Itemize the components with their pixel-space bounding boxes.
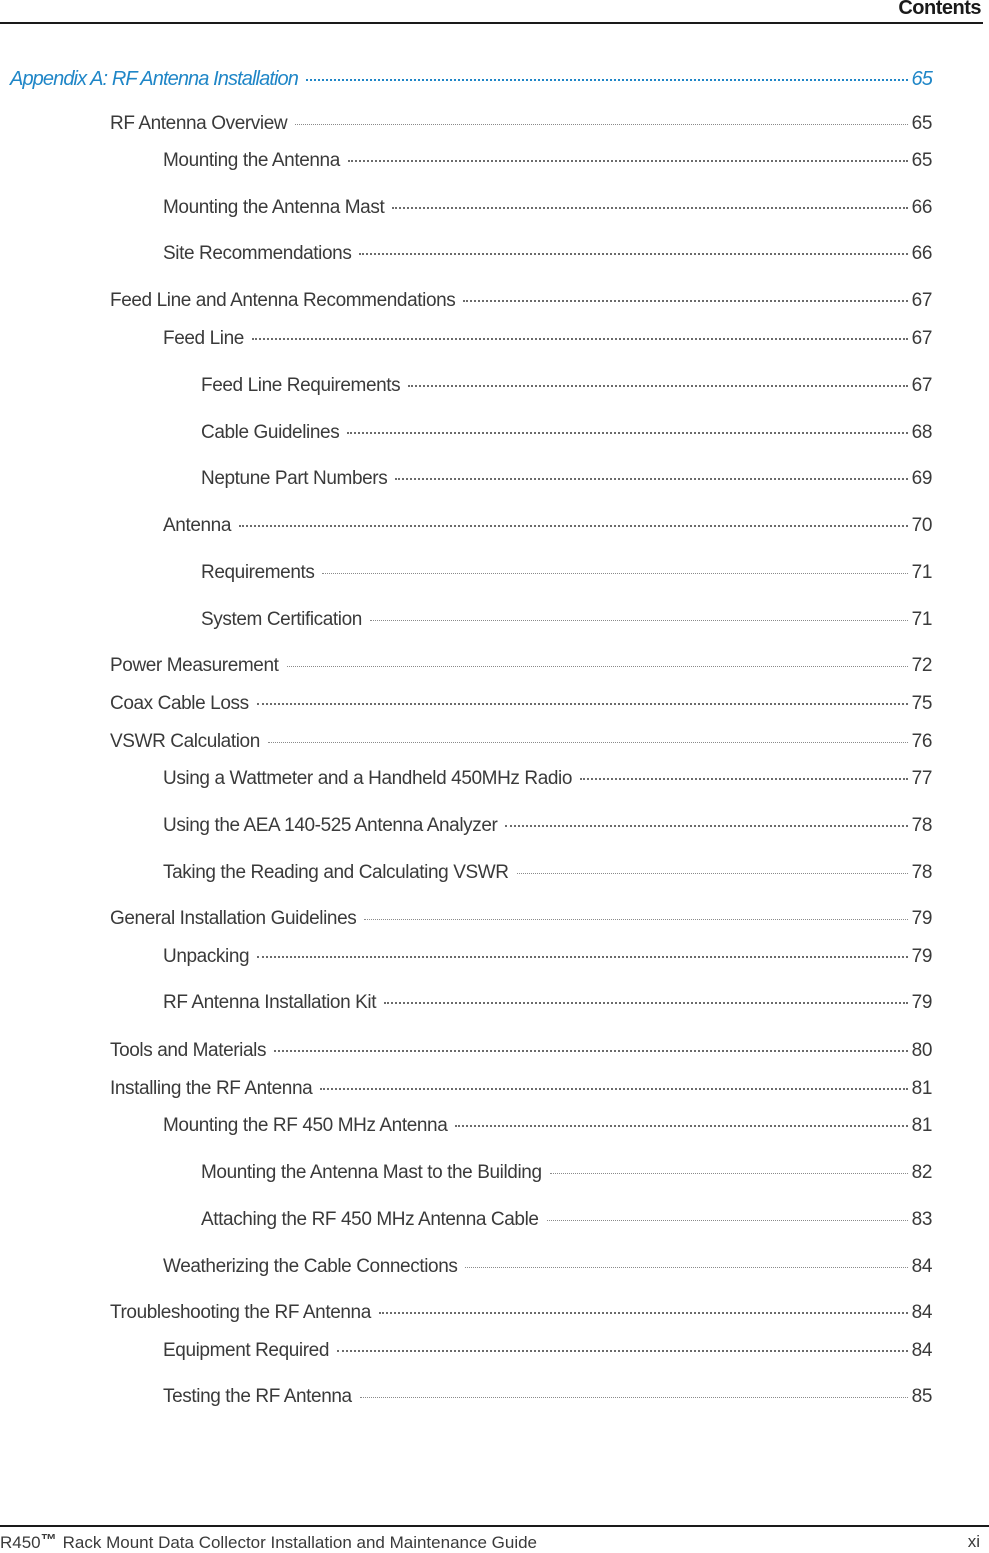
- dot-leader: [295, 124, 907, 125]
- toc-entry-label: Mounting the Antenna Mast: [163, 197, 385, 218]
- toc-entry-page: 77: [911, 768, 932, 789]
- toc-entry-page: 85: [911, 1386, 932, 1407]
- toc-entry-label: Mounting the Antenna Mast to the Building: [201, 1162, 542, 1183]
- dot-leader: [370, 620, 908, 621]
- toc-entry-page: 67: [911, 375, 932, 396]
- dot-leader: [274, 1050, 908, 1052]
- toc-entry-antenna[interactable]: [163, 515, 932, 537]
- toc-entry-label: Power Measurement: [110, 655, 279, 676]
- dot-leader: [379, 1312, 908, 1314]
- dot-leader: [359, 253, 907, 255]
- toc-entry-label: Using a Wattmeter and a Handheld 450MHz Radio: [163, 768, 573, 789]
- page-header-title: Contents: [898, 0, 981, 19]
- toc-entry-power-measurement[interactable]: [110, 655, 932, 677]
- toc-entry-label: System Certification: [201, 609, 362, 630]
- toc-entry-neptune-part-numbers[interactable]: [201, 468, 932, 490]
- toc-entry-label: VSWR Calculation: [110, 731, 260, 752]
- toc-entry-coax-cable-loss[interactable]: [110, 693, 932, 715]
- toc-entry-label: Feed Line: [163, 328, 244, 349]
- toc-entry-page: 65: [911, 150, 932, 171]
- toc-entry-page: 75: [911, 693, 932, 714]
- toc-entry-label: Mounting the RF 450 MHz Antenna: [163, 1115, 448, 1136]
- dot-leader: [257, 956, 907, 958]
- toc-entry-page: 72: [911, 655, 932, 676]
- toc-entry-appendix-a[interactable]: [10, 68, 932, 91]
- toc-entry-mounting-the-antenna[interactable]: [163, 150, 932, 172]
- dot-leader: [320, 1088, 907, 1090]
- dot-leader: [239, 525, 908, 527]
- toc-entry-label: Coax Cable Loss: [110, 693, 249, 714]
- dot-leader: [384, 1002, 908, 1004]
- toc-entry-page: 65: [911, 68, 932, 90]
- toc-entry-page: 71: [911, 609, 932, 630]
- dot-leader: [392, 207, 907, 209]
- toc-entry-label: Testing the RF Antenna: [163, 1386, 352, 1407]
- toc-entry-mounting-the-rf-450-mhz-antenna[interactable]: [163, 1115, 932, 1137]
- toc-entry-page: 79: [911, 946, 932, 967]
- toc-entry-label: Taking the Reading and Calculating VSWR: [163, 862, 509, 883]
- toc-entry-label: Feed Line Requirements: [201, 375, 401, 396]
- dot-leader: [348, 160, 908, 162]
- dot-leader: [395, 478, 907, 480]
- toc-entry-page: 69: [911, 468, 932, 489]
- toc-entry-feed-line-and-antenna-recommendations[interactable]: [110, 290, 932, 312]
- toc-entry-page: 78: [911, 862, 932, 883]
- toc-entry-page: 68: [911, 422, 932, 443]
- toc-entry-label: Installing the RF Antenna: [110, 1078, 313, 1099]
- toc-entry-page: 82: [911, 1162, 932, 1183]
- toc-entry-label: Mounting the Antenna: [163, 150, 340, 171]
- dot-leader: [517, 873, 908, 874]
- toc-entry-page: 84: [911, 1302, 932, 1323]
- footer-product: R450: [0, 1533, 41, 1552]
- toc-entry-requirements[interactable]: [201, 562, 932, 584]
- toc-entry-tools-and-materials[interactable]: [110, 1040, 932, 1062]
- toc-entry-troubleshooting-the-rf-antenna[interactable]: [110, 1302, 932, 1324]
- toc-entry-using-a-wattmeter[interactable]: [163, 768, 932, 790]
- toc-entry-label: Tools and Materials: [110, 1040, 267, 1061]
- dot-leader: [463, 300, 907, 302]
- toc-entry-label: General Installation Guidelines: [110, 908, 357, 929]
- toc-entry-rf-antenna-overview[interactable]: [110, 113, 932, 135]
- toc-entry-page: 66: [911, 197, 932, 218]
- toc-entry-site-recommendations[interactable]: [163, 243, 932, 265]
- toc-entry-page: 83: [911, 1209, 932, 1230]
- toc-entry-system-certification[interactable]: [201, 609, 932, 631]
- toc-entry-label: Requirements: [201, 562, 315, 583]
- dot-leader: [580, 778, 908, 780]
- toc-entry-equipment-required[interactable]: [163, 1340, 932, 1362]
- toc-entry-label: Using the AEA 140-525 Antenna Analyzer: [163, 815, 498, 836]
- toc-entry-page: 79: [911, 992, 932, 1013]
- toc-entry-page: 78: [911, 815, 932, 836]
- footer-page-number: xi: [967, 1532, 980, 1551]
- dot-leader: [347, 432, 907, 434]
- toc-entry-installing-the-rf-antenna[interactable]: [110, 1078, 932, 1100]
- toc-entry-label: Appendix A: RF Antenna Installation: [10, 68, 298, 90]
- dot-leader: [268, 742, 908, 743]
- toc-entry-feed-line[interactable]: [163, 328, 932, 350]
- toc-entry-vswr-calculation[interactable]: [110, 731, 932, 753]
- footer-rule: [0, 1525, 989, 1527]
- dot-leader: [547, 1220, 908, 1221]
- toc-entry-cable-guidelines[interactable]: [201, 422, 932, 444]
- dot-leader: [322, 573, 907, 574]
- toc-entry-label: Feed Line and Antenna Recommendations: [110, 290, 456, 311]
- toc-entry-label: Antenna: [163, 515, 231, 536]
- toc-entry-page: 84: [911, 1256, 932, 1277]
- toc-entry-feed-line-requirements[interactable]: [201, 375, 932, 397]
- toc-entry-page: 80: [911, 1040, 932, 1061]
- toc-entry-page: 71: [911, 562, 932, 583]
- toc-entry-page: 79: [911, 908, 932, 929]
- toc-entry-page: 70: [911, 515, 932, 536]
- toc-entry-page: 84: [911, 1340, 932, 1361]
- dot-leader: [465, 1267, 907, 1268]
- trademark-symbol: ™: [40, 1532, 57, 1549]
- dot-leader: [252, 338, 908, 340]
- toc-entry-label: Weatherizing the Cable Connections: [163, 1256, 458, 1277]
- toc-entry-rf-antenna-installation-kit[interactable]: [163, 992, 932, 1014]
- header-rule: [0, 22, 983, 24]
- toc-entry-page: 76: [911, 731, 932, 752]
- toc-entry-using-the-aea-antenna-analyzer[interactable]: [163, 815, 932, 837]
- toc-entry-page: 67: [911, 290, 932, 311]
- toc-entry-page: 67: [911, 328, 932, 349]
- toc-entry-label: Troubleshooting the RF Antenna: [110, 1302, 371, 1323]
- toc-entry-general-installation-guidelines[interactable]: [110, 908, 932, 930]
- toc-entry-mounting-the-antenna-mast[interactable]: [163, 197, 932, 219]
- footer-guide-title: Rack Mount Data Collector Installation and Maintenance Guide: [62, 1533, 538, 1552]
- toc-entry-page: 81: [911, 1115, 932, 1136]
- dot-leader: [257, 703, 908, 705]
- dot-leader: [337, 1350, 908, 1352]
- toc-entry-label: RF Antenna Overview: [110, 113, 288, 134]
- dot-leader: [505, 825, 907, 827]
- toc-entry-page: 65: [911, 113, 932, 134]
- toc-entry-label: Site Recommendations: [163, 243, 352, 264]
- toc-entry-mounting-the-antenna-mast-to-building[interactable]: [201, 1162, 932, 1184]
- toc-entry-label: Cable Guidelines: [201, 422, 340, 443]
- dot-leader: [360, 1397, 908, 1398]
- toc-entry-testing-the-rf-antenna[interactable]: [163, 1386, 932, 1408]
- dot-leader: [455, 1125, 907, 1127]
- dot-leader: [364, 919, 907, 920]
- toc-entry-label: Unpacking: [163, 946, 250, 967]
- toc-entry-attaching-the-antenna-cable[interactable]: [201, 1209, 932, 1231]
- dot-leader: [550, 1173, 908, 1174]
- dot-leader: [287, 666, 908, 667]
- dot-leader: [408, 385, 907, 387]
- toc-entry-label: Neptune Part Numbers: [201, 468, 388, 489]
- toc-entry-label: RF Antenna Installation Kit: [163, 992, 377, 1013]
- toc-entry-unpacking[interactable]: [163, 946, 932, 968]
- toc-entry-taking-the-reading[interactable]: [163, 862, 932, 884]
- toc-entry-label: Attaching the RF 450 MHz Antenna Cable: [201, 1209, 539, 1230]
- toc-entry-page: 66: [911, 243, 932, 264]
- toc-entry-label: Equipment Required: [163, 1340, 330, 1361]
- dot-leader: [306, 79, 908, 81]
- toc-entry-page: 81: [911, 1078, 932, 1099]
- toc-entry-weatherizing-the-cable-connections[interactable]: [163, 1256, 932, 1278]
